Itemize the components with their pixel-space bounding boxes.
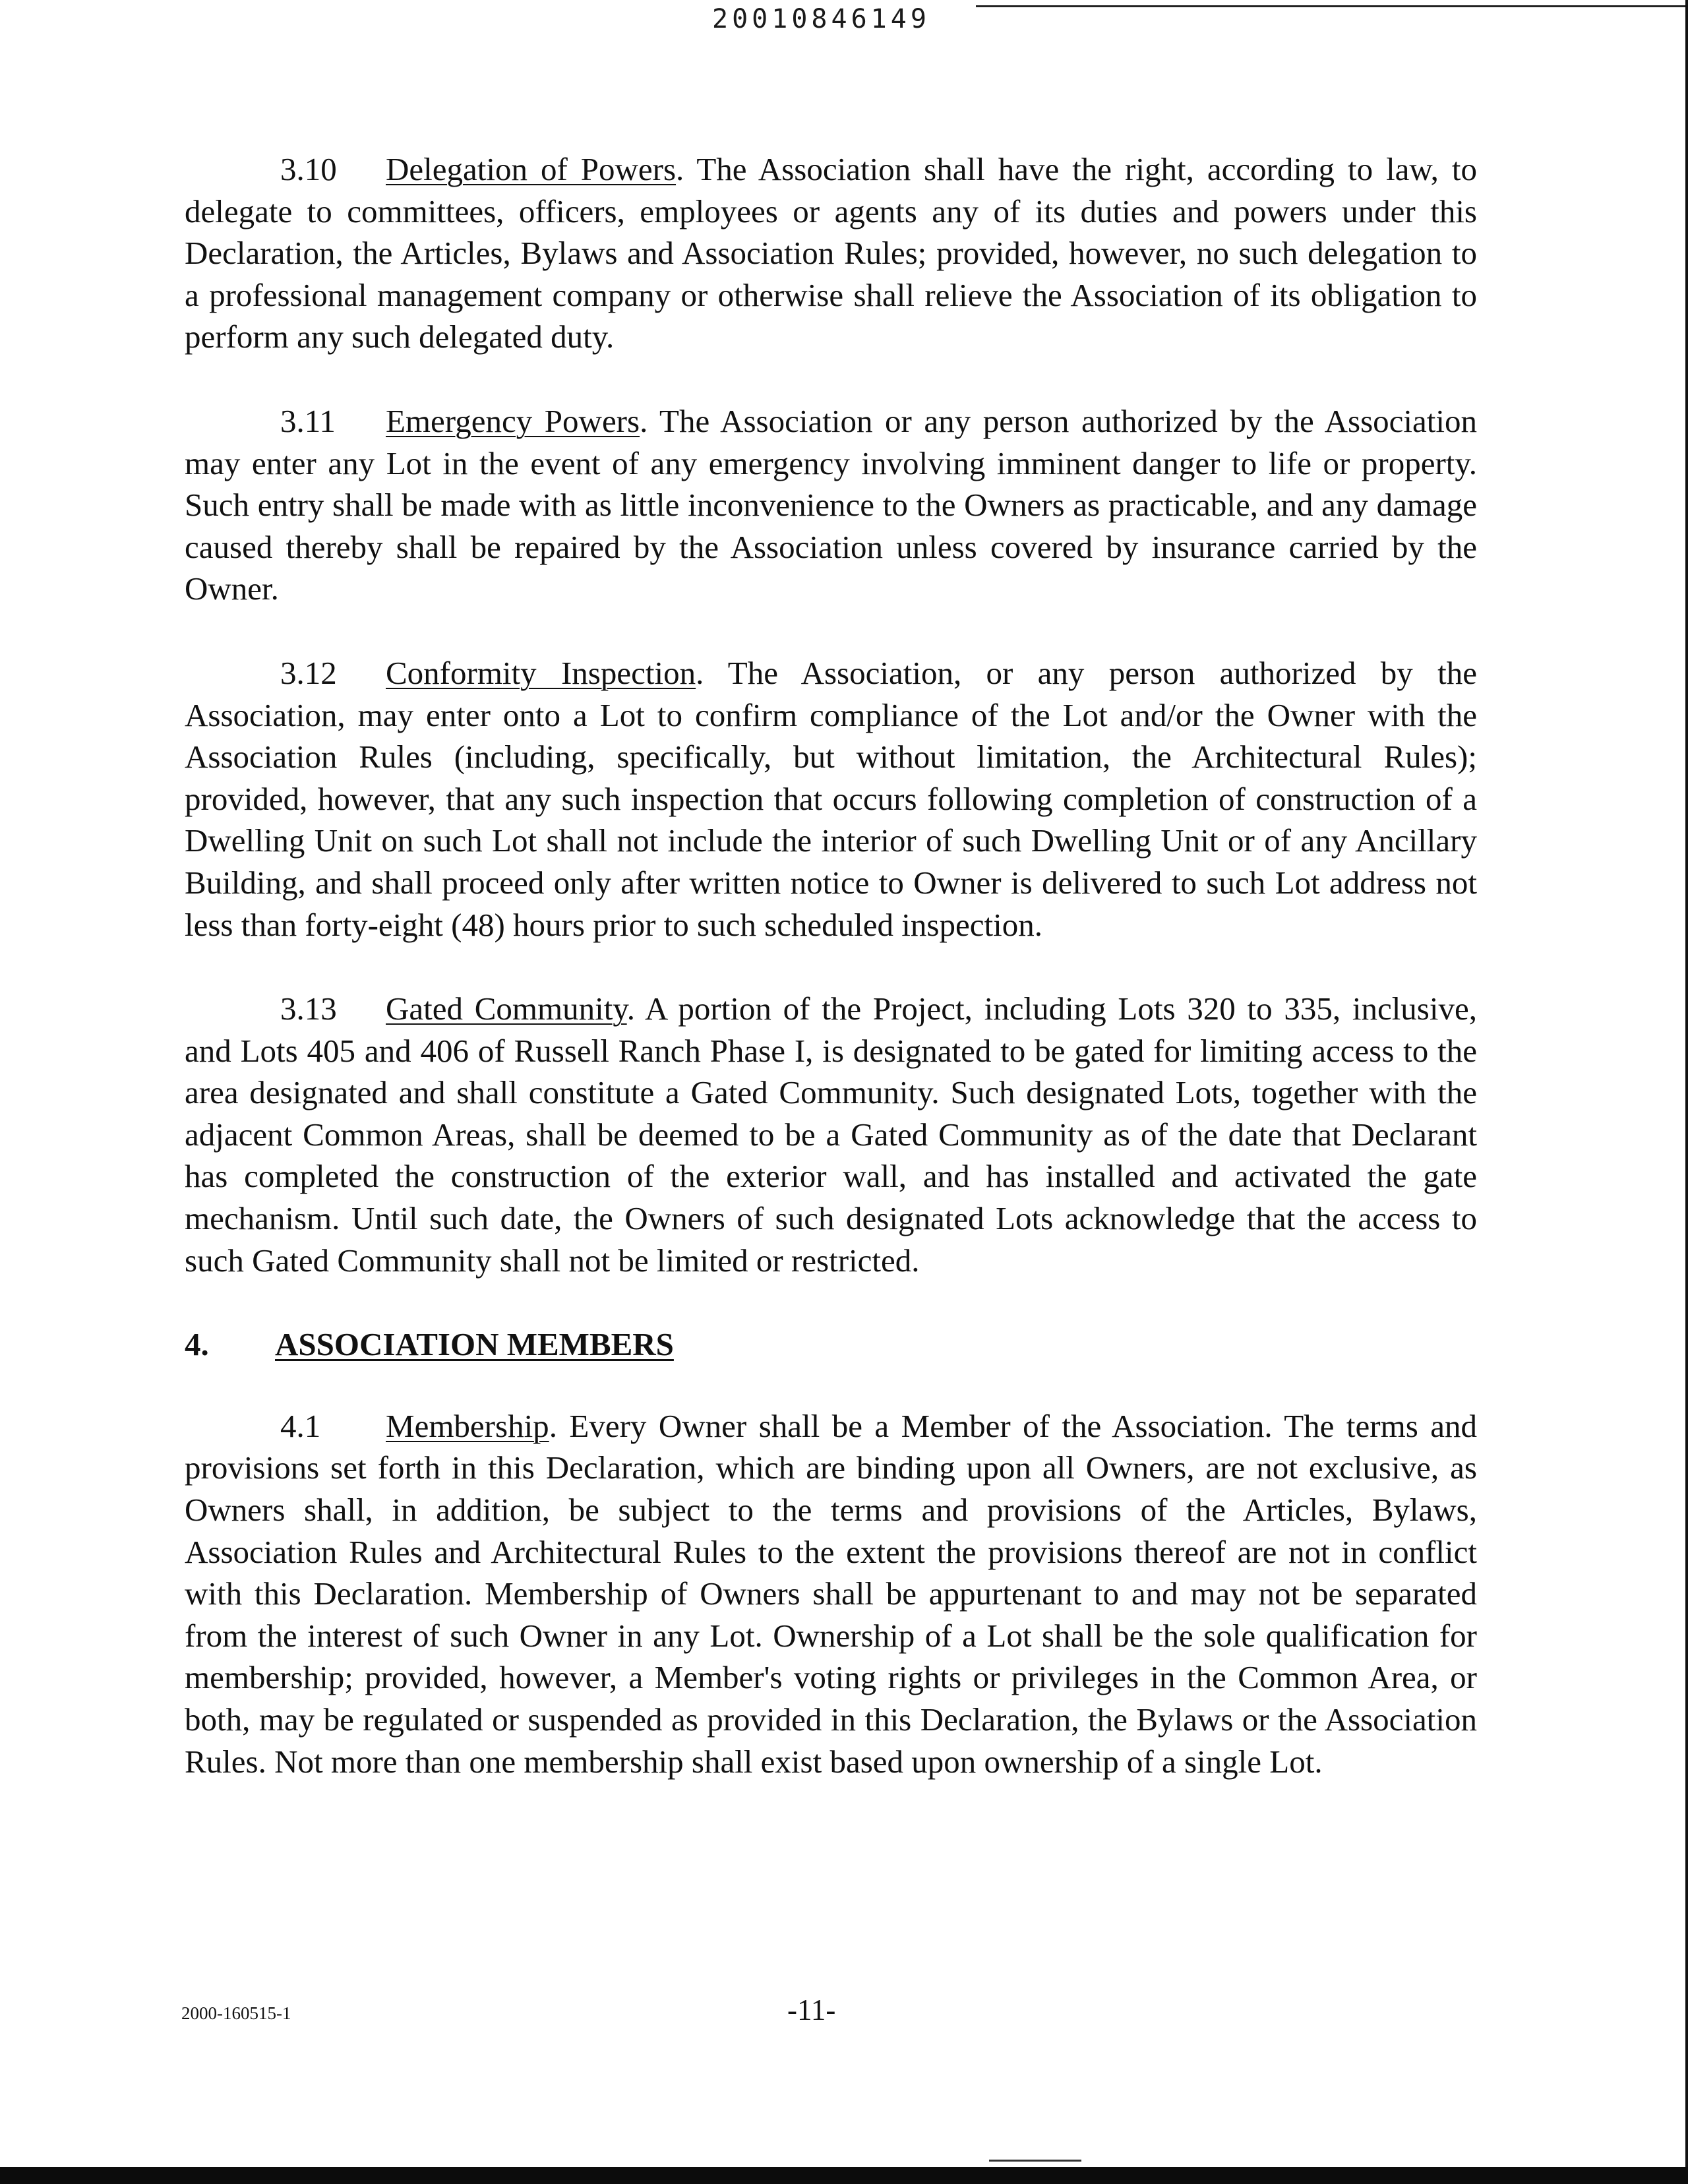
paragraph-heading: Delegation of Powers: [386, 151, 677, 187]
paragraph-text: . The Association, or any person authorized by the Association, may enter onto a Lot to confirm compliance of the Lot and/or the Owner with the Association Rules (including, specifically, but without limitation, the Architectural Rules); provided, however, that any such inspection that occurs following completion of construction of a Dwelling Unit on such Lot shall not include the interior of such Dwelling Unit or of any Ancillary Building, and shall proceed only after written notice to Owner is delivered to such Lot address not less than forty-eight (48) hours prior to such scheduled inspection.: [185, 654, 1477, 943]
footer-document-id: 2000-160515-1: [181, 2003, 291, 2023]
paragraph-number: 3.11: [280, 402, 336, 439]
paragraph-heading: Membership: [386, 1407, 549, 1444]
paragraph-number: 3.10: [280, 151, 337, 187]
paragraph-number: 4.1: [280, 1407, 321, 1444]
scan-mark-bottom: [989, 2160, 1081, 2162]
paragraph-number: 3.12: [280, 654, 337, 691]
paragraph-text: . A portion of the Project, including Lots 320 to 335, inclusive, and Lots 405 and 406 of Russell Ranch Phase I, is designated to be gated for limiting access to the area designated and shall constitute a Gated Community. Such designated Lots, together with the adjacent Common Areas, shall be deemed to be a Gated Community as of the date that Declarant has completed the construction of the exterior wall, and has installed and activated the gate mechanism. Until such date, the Owners of such designated Lots acknowledge that the access to such Gated Community shall not be limited or restricted.: [185, 990, 1477, 1279]
paragraph-text: . The Association shall have the right, according to law, to delegate to committees, officers, employees or agents any of its duties and powers under this Declaration, the Articles, Bylaws and Association Rules; provided, however, no such delegation to a professional management company or otherwise shall relieve the Association of its obligation to perform any such delegated duty.: [185, 151, 1477, 355]
paragraph-3-11: [185, 400, 1477, 610]
scan-edge-bottom: [0, 2167, 1688, 2184]
section-heading-4: [185, 1323, 1477, 1366]
paragraph-heading: Conformity Inspection: [386, 654, 696, 691]
document-number: 20010846149: [712, 4, 930, 34]
section-title: ASSOCIATION MEMBERS: [275, 1326, 674, 1363]
paragraph-text: . Every Owner shall be a Member of the Association. The terms and provisions set forth in this Declaration, which are binding upon all Owners, are not exclusive, as Owners shall, in addition, be subject to the terms and provisions of the Articles, Bylaws, Association Rules and Architectural Rules to the extent the provisions thereof are not in conflict with this Declaration. Membership of Owners shall be appurtenant to and may not be separated from the interest of such Owner in any Lot. Ownership of a Lot shall be the sole qualification for membership; provided, however, a Member's voting rights or privileges in the Common Area, or both, may be regulated or suspended as provided in this Declaration, the Bylaws or the Association Rules. Not more than one membership shall exist based upon ownership of a single Lot.: [185, 1407, 1477, 1780]
paragraph-number: 3.13: [280, 990, 337, 1027]
paragraph-4-1: [185, 1405, 1477, 1782]
paragraph-text: . The Association or any person authorized by the Association may enter any Lot in the event of any emergency involving imminent danger to life or property. Such entry shall be made with as little inconvenience to the Owners as practicable, and any damage caused thereby shall be repaired by the Association unless covered by insurance carried by the Owner.: [185, 402, 1477, 607]
paragraph-3-10: [185, 148, 1477, 358]
page-number: -11-: [787, 1993, 836, 2026]
document-body: [185, 148, 1477, 1825]
paragraph-3-13: [185, 988, 1477, 1281]
scan-edge-right: [1685, 0, 1688, 2184]
scan-edge-top: [976, 5, 1688, 7]
section-number: 4.: [185, 1326, 209, 1363]
paragraph-heading: Gated Community: [386, 990, 627, 1027]
paragraph-3-12: [185, 652, 1477, 946]
paragraph-heading: Emergency Powers: [386, 402, 640, 439]
